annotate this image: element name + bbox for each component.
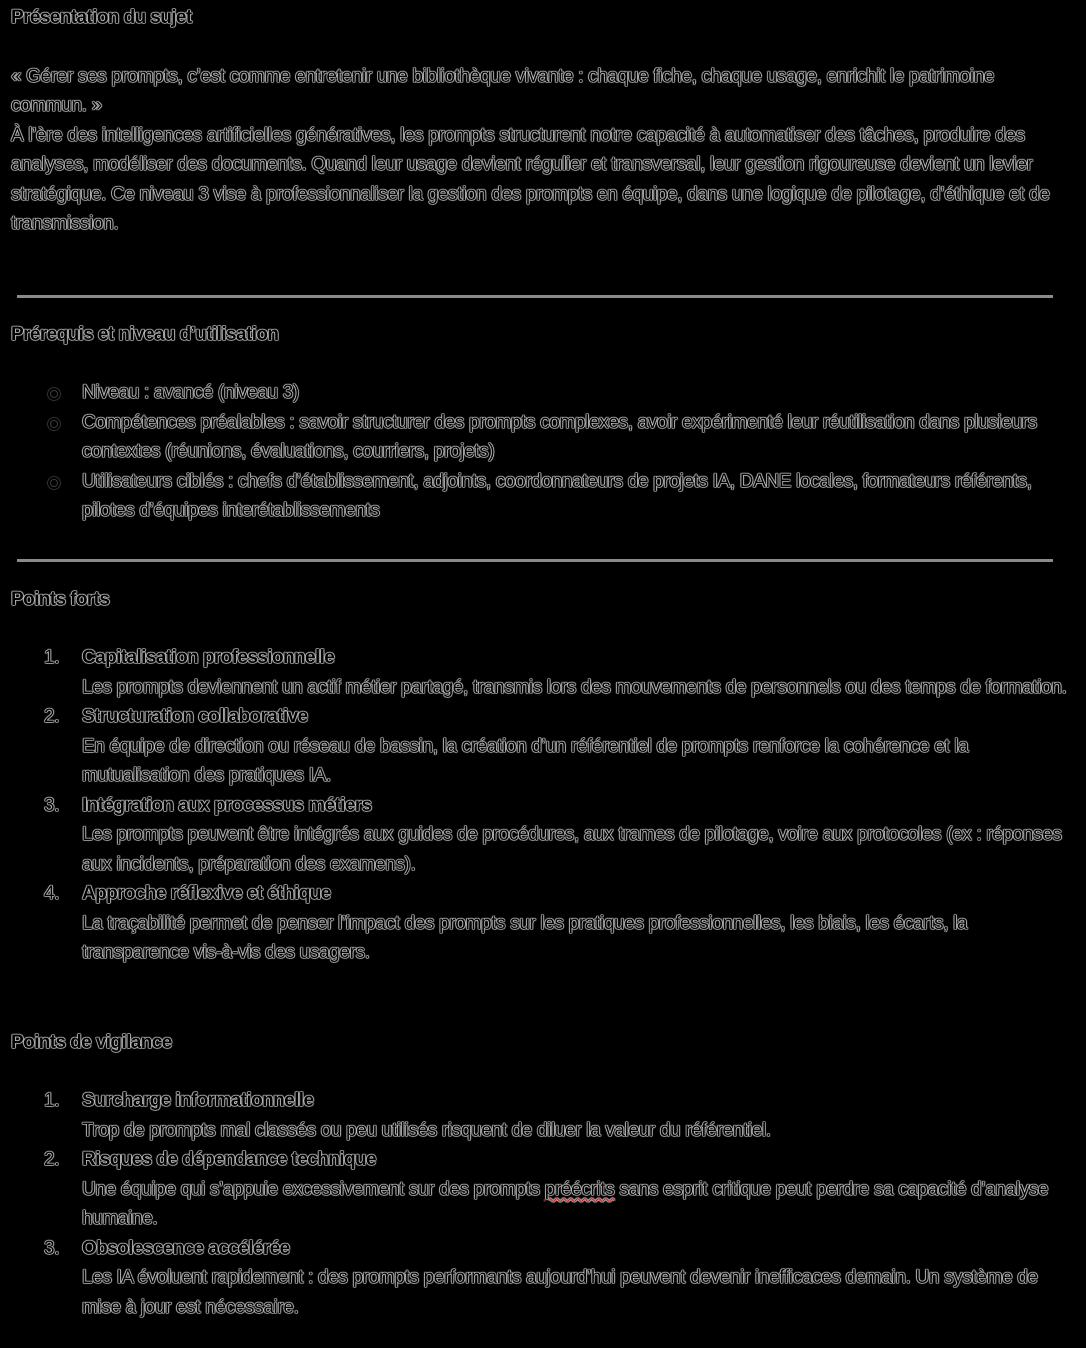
section-heading-presentation: Présentation du sujet [11,7,192,28]
item-title: Approche réflexive et éthique [82,883,331,904]
list-number: 2. [44,1149,60,1170]
item-title: Obsolescence accélérée [82,1237,290,1259]
list-number: 3. [44,1237,60,1259]
presentation-quote: « Gérer ses prompts, c’est comme entretenir une bibliothèque vivante : chaque fiche, chaque usage, enrichit le patrimoine commun. » [11,65,995,116]
list-number: 4. [44,883,60,904]
item-title: Surcharge informationnelle [82,1090,314,1111]
item-text-part: sans esprit critique peut perdre sa capacité d’analyse humaine. [82,1178,1049,1229]
list-item [11,1234,1071,1323]
presentation-body: À l’ère des intelligences artificielles génératives, les prompts structurent notre capacité à automatiser des tâches, produire des analyses, modéliser des documents. Quand leur usage devient régulier et transversal, leur gestion rigoureuse devient un levier stratégique. Ce niveau 3 vise à professionnaliser la gestion des prompts en équipe, dans une logique de pilotage, d’éthique et de transmission. [11,124,1050,234]
list-item [11,1086,1071,1145]
item-text [82,1175,1071,1234]
list-item [11,702,1071,791]
item-text: Les IA évoluent rapidement : des prompts performants aujourd’hui peuvent devenir inefficaces demain. Un système de mise à jour est nécessaire. [82,1267,1038,1318]
list-number: 3. [44,794,60,816]
horizontal-divider [17,559,1053,562]
document [11,3,1071,1322]
item-text: Les prompts deviennent un actif métier partagé, transmis lors des mouvements de personnels ou des temps de formation. [82,676,1067,698]
points-forts-list [11,643,1071,968]
horizontal-divider [17,295,1053,298]
list-item [11,643,1071,702]
list-item [11,408,1071,467]
list-number: 1. [44,1090,60,1111]
circle-bullet-icon [48,418,60,430]
list-item [11,1145,1071,1234]
section-heading-points-forts: Points forts [11,588,110,610]
list-number: 1. [44,647,60,668]
item-title: Risques de dépendance technique [82,1149,376,1170]
circle-bullet-icon [48,388,60,400]
section-heading-prerequis: Prérequis et niveau d’utilisation [11,323,279,345]
item-title: Intégration aux processus métiers [82,794,372,816]
spellcheck-flagged-word[interactable]: préécrits [544,1178,615,1200]
item-text: En équipe de direction ou réseau de bassin, la création d’un référentiel de prompts renforce la cohérence et la mutualisation des pratiques IA. [82,735,969,786]
list-item-text: Compétences préalables : savoir structurer des prompts complexes, avoir expérimenté leur réutilisation dans plusieurs contextes (réunions, évaluations, courriers, projets) [82,411,1037,462]
vigilance-list [11,1086,1071,1322]
list-item [11,467,1071,526]
list-number: 2. [44,706,60,727]
item-text: Trop de prompts mal classés ou peu utilisés risquent de diluer la valeur du référentiel. [82,1119,771,1141]
list-item-text: Niveau : avancé (niveau 3) [82,382,299,403]
item-title: Capitalisation professionnelle [82,647,335,668]
list-item [11,791,1071,880]
item-title: Structuration collaborative [82,706,308,727]
section-heading-vigilance: Points de vigilance [11,1031,172,1053]
circle-bullet-icon [48,477,60,489]
item-text: La traçabilité permet de penser l’impact des prompts sur les pratiques professionnelles, les biais, les écarts, la transparence vis-à-vis des usagers. [82,912,968,963]
list-item [11,378,1071,408]
list-item [11,879,1071,968]
item-text-part: Une équipe qui s’appuie excessivement sur des prompts [82,1178,545,1200]
item-text: Les prompts peuvent être intégrés aux guides de procédures, aux trames de pilotage, voire aux protocoles (ex : réponses aux incidents, préparation des examens). [82,824,1062,875]
list-item-text: Utilisateurs ciblés : chefs d’établissement, adjoints, coordonnateurs de projets IA, DANE locales, formateurs référents, pilotes d’équipes interétablissements [82,470,1032,521]
prerequis-list [11,378,1071,526]
